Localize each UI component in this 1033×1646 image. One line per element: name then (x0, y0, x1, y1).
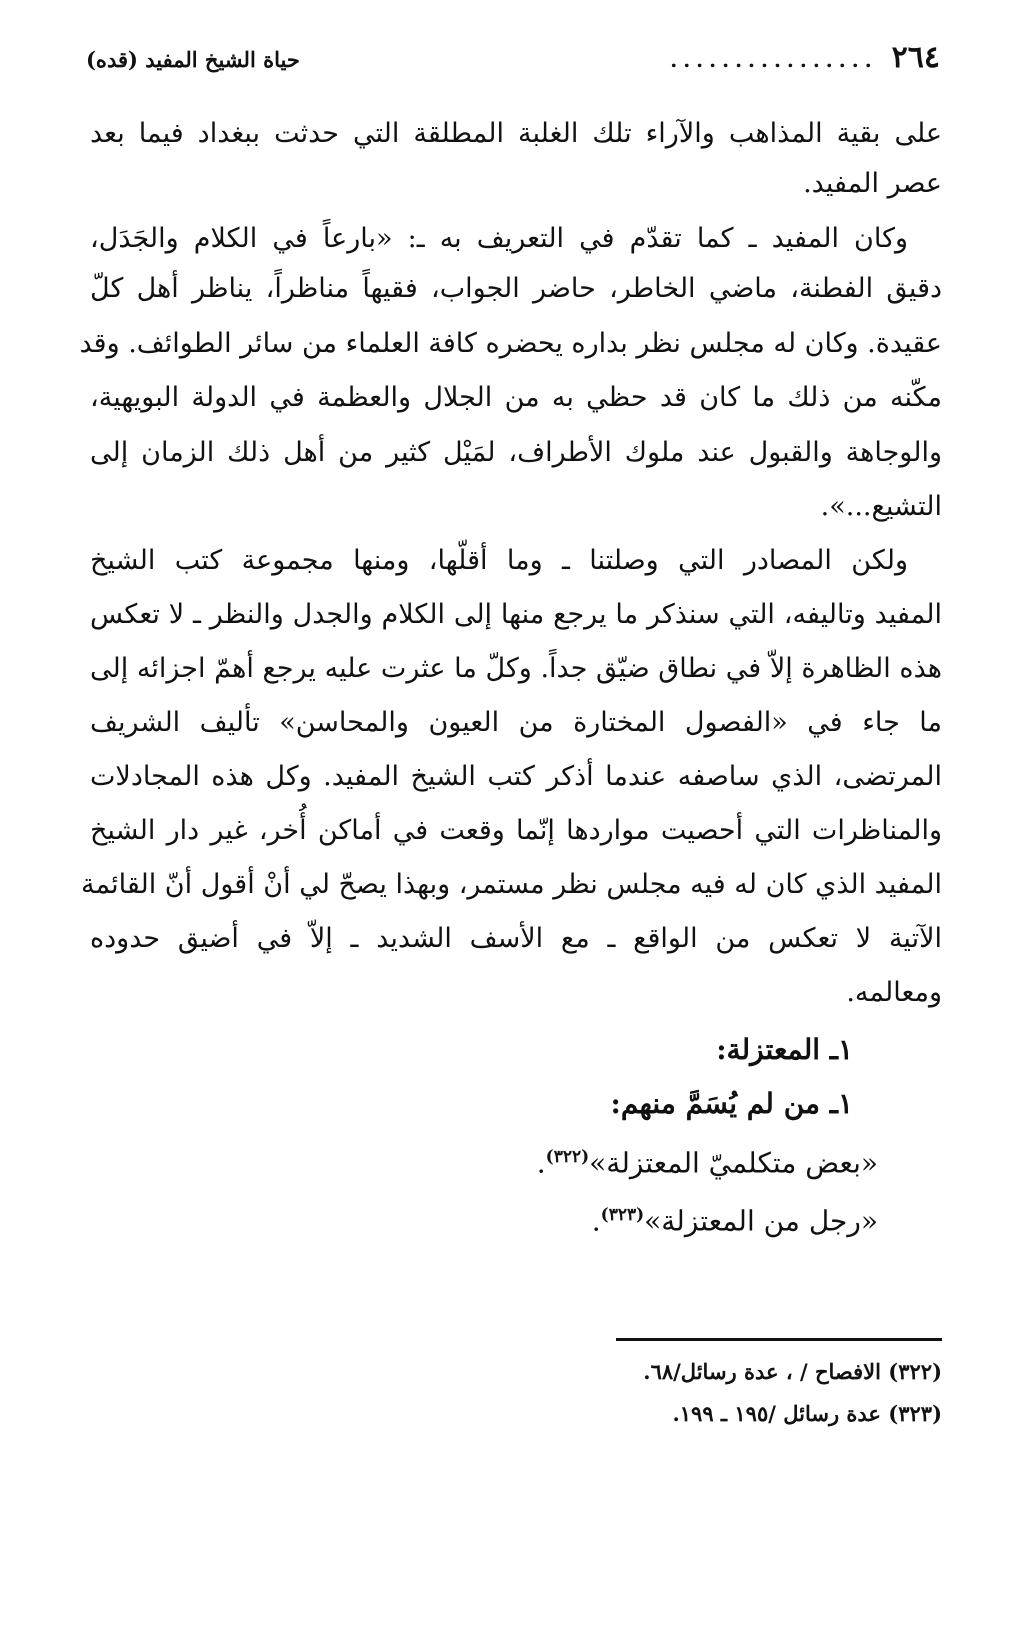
footnote-ref[interactable]: (٣٢٢) (545, 1147, 590, 1167)
text-line: والوجاهة والقبول عند ملوك الأطراف، لمَيْل كثير من أهل ذلك الزمان إلى (90, 437, 942, 468)
text-line: ومعالمه. (846, 977, 942, 1008)
list-item (200, 1135, 878, 1179)
running-header (86, 40, 940, 84)
footnote: (٣٢٣) عدة رسائل /١٩٥ ـ ١٩٩. (672, 1401, 942, 1426)
item-end: . (591, 1204, 601, 1238)
text-line: ما جاء في «الفصول المختارة من العيون والمحاسن» تأليف الشريف (90, 707, 942, 738)
text-line: ولكن المصادر التي وصلتنا ـ وما أقلّها، ومنها مجموعة كتب الشيخ (90, 545, 908, 576)
text-line: والمناظرات التي أحصيت مواردها إنّما وقعت في أماكن أُخر، غير دار الشيخ (90, 815, 942, 846)
list-item (200, 1193, 878, 1237)
text-line: مكّنه من ذلك ما كان قد حظي به من الجلال والعظمة في الدولة البويهية، (90, 382, 942, 413)
text-line: المرتضى، الذي ساصفه عندما أذكر كتب الشيخ المفيد. وكل هذه المجادلات (90, 761, 942, 792)
running-title: حياة الشيخ المفيد (قده) (86, 47, 300, 72)
footnote-separator (616, 1338, 942, 1341)
text-line: المفيد الذي كان له فيه مجلس نظر مستمر، وبهذا يصحّ لي أنْ أقول أنّ القائمة (81, 869, 942, 900)
text-line: على بقية المذاهب والآراء تلك الغلبة المطلقة التي حدثت ببغداد فيما بعد (90, 118, 942, 149)
text-line: عقيدة. وكان له مجلس نظر بداره يحضره كافة العلماء من سائر الطوائف. وقد (79, 328, 942, 359)
text-line: وكان المفيد ـ كما تقدّم في التعريف به ـ: «بارعاً في الكلام والجَدَل، (90, 223, 908, 254)
item-text: «بعض متكلميّ المعتزلة» (589, 1146, 878, 1180)
item-end: . (536, 1146, 546, 1180)
footnote-ref[interactable]: (٣٢٣) (600, 1205, 645, 1225)
leader-dots: ................ (670, 48, 878, 72)
subsection-heading: ١ـ من لم يُسَمَّ منهم: (610, 1087, 853, 1120)
item-text: «رجل من المعتزلة» (644, 1204, 878, 1238)
text-line: عصر المفيد. (803, 168, 942, 199)
text-line: التشيع...». (820, 491, 942, 522)
text-line: هذه الظاهرة إلاّ في نطاق ضيّق جداً. وكلّ ما عثرت عليه يرجع أهمّ اجزائه إلى (90, 653, 942, 684)
page-number: ٢٦٤ (891, 40, 940, 75)
text-line: دقيق الفطنة، ماضي الخاطر، حاضر الجواب، فقيهاً مناظراً، يناظر أهل كلّ (90, 273, 942, 304)
text-line: الآتية لا تعكس من الواقع ـ مع الأسف الشديد ـ إلاّ في أضيق حدوده (90, 923, 942, 954)
section-heading: ١ـ المعتزلة: (716, 1033, 853, 1066)
text-line: المفيد وتاليفه، التي سنذكر ما يرجع منها إلى الكلام والجدل والنظر ـ لا تعكس (90, 599, 942, 630)
footnote: (٣٢٢) الافصاح / ، عدة رسائل/٦٨. (643, 1359, 942, 1384)
